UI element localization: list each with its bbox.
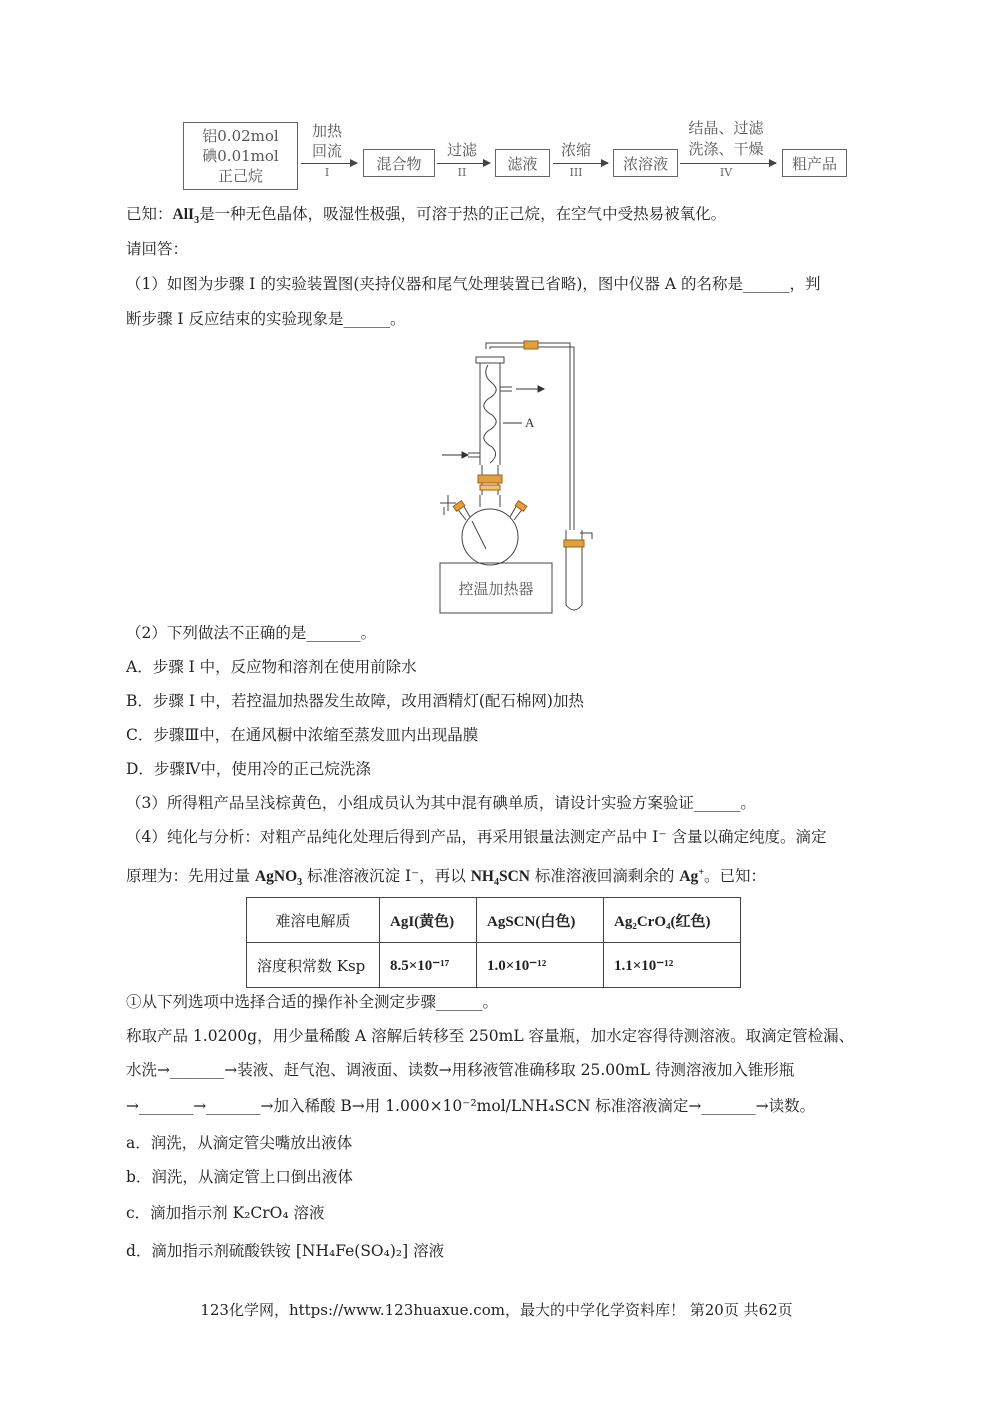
choice-c: c．滴加指示剂 K₂CrO₄ 溶液 bbox=[126, 1204, 325, 1222]
q4-agno3-sub: 3 bbox=[297, 877, 303, 889]
sub1-line1: ①从下列选项中选择合适的操作补全测定步骤______。 bbox=[126, 993, 499, 1011]
step4-label bbox=[680, 118, 772, 160]
step4-num: IV bbox=[719, 166, 733, 179]
arrow-step3 bbox=[553, 163, 608, 164]
ksp-value-ag2cro4: 1.1×10⁻¹² bbox=[604, 943, 741, 988]
reactant-al: 铝0.02mol bbox=[202, 127, 279, 145]
q1-line1: （1）如图为步骤 I 的实验装置图(夹持仪器和尾气处理装置已省略)，图中仪器 A 的名称是______，判 bbox=[126, 275, 821, 293]
known-text: 是一种无色晶体，吸湿性极强，可溶于热的正己烷，在空气中受热易被氧化。 bbox=[199, 205, 727, 223]
reactants-box bbox=[183, 122, 298, 190]
q4-ag-text: Ag bbox=[679, 868, 699, 886]
ksp-header-2: AgSCN(白色) bbox=[477, 898, 604, 943]
arrow-step2 bbox=[437, 163, 490, 164]
known-formula-sub: 3 bbox=[194, 215, 200, 227]
page-footer: 123化学网，https://www.123huaxue.com，最大的中学化学资料库！ 第20页 共62页 bbox=[200, 1301, 793, 1319]
ksp-value-agscn: 1.0×10⁻¹² bbox=[477, 943, 604, 988]
known-formula bbox=[172, 206, 200, 227]
choice-b: b．润洗，从滴定管上口倒出液体 bbox=[126, 1168, 353, 1186]
ksp-row-label: 溶度积常数 Ksp bbox=[247, 943, 380, 988]
q4-nh4-sub: 4 bbox=[493, 877, 499, 889]
q2-option-d: D．步骤Ⅳ中，使用冷的正己烷洗涤 bbox=[126, 760, 371, 778]
heater-label: 控温加热器 bbox=[458, 580, 534, 598]
ksp-value-row bbox=[247, 943, 741, 988]
apparatus-label-a: A bbox=[525, 415, 535, 430]
q1-line2: 断步骤 I 反应结束的实验现象是______。 bbox=[126, 310, 406, 328]
q4-agno3-text: AgNO bbox=[254, 868, 298, 886]
step2-num: II bbox=[457, 166, 467, 179]
mixture-box: 混合物 bbox=[363, 149, 435, 177]
step3-num: III bbox=[569, 166, 583, 179]
known-prefix: 已知： bbox=[126, 205, 173, 223]
q2-option-c: C．步骤Ⅲ中，在通风橱中浓缩至蒸发皿内出现晶膜 bbox=[126, 726, 479, 744]
sub1-line3: 水洗→_______→装液、赶气泡、调液面、读数→用移液管准确移取 25.00mL 待测溶液加入锥形瓶 bbox=[126, 1061, 795, 1079]
ksp-header-3: Ag₂CrO₄(红色) bbox=[604, 898, 741, 943]
reactant-i: 碘0.01mol bbox=[202, 147, 279, 165]
q4-nh4-text: NH bbox=[470, 868, 494, 886]
q4-line2-a: 原理为：先用过量 bbox=[126, 867, 255, 886]
q4-ag-sup: + bbox=[698, 867, 705, 878]
concentrate-box: 浓溶液 bbox=[613, 149, 678, 177]
filtrate-box: 滤液 bbox=[495, 149, 550, 177]
q4-scn-text: SCN bbox=[498, 868, 530, 886]
step2-label: 过滤 bbox=[446, 141, 477, 159]
q4-nh4scn bbox=[470, 868, 530, 889]
known-formula-text: AlI bbox=[172, 206, 195, 223]
sub1-line2: 称取产品 1.0200g，用少量稀酸 A 溶解后转移至 250mL 容量瓶，加水定容得待测溶液。取滴定管检漏、 bbox=[126, 1027, 855, 1045]
q4-line2 bbox=[126, 862, 766, 894]
crude-product-box: 粗产品 bbox=[782, 149, 847, 177]
known-line bbox=[126, 203, 726, 232]
q4-agno3 bbox=[254, 868, 303, 889]
step4-label-line2: 洗涤、干燥 bbox=[688, 140, 764, 158]
ksp-table bbox=[246, 897, 741, 988]
ksp-header-0: 难溶电解质 bbox=[247, 898, 380, 943]
q2-option-a: A．步骤 I 中，反应物和溶剂在使用前除水 bbox=[126, 658, 417, 676]
step1-label bbox=[302, 121, 352, 161]
q2-option-b: B．步骤 I 中，若控温加热器发生故障，改用酒精灯(配石棉网)加热 bbox=[126, 692, 584, 710]
step3-label: 浓缩 bbox=[560, 141, 591, 159]
ksp-header-1: AgI(黄色) bbox=[380, 898, 477, 943]
prompt-line: 请回答： bbox=[126, 240, 189, 258]
q4-line2-d: 。已知： bbox=[704, 867, 767, 886]
arrow-step1 bbox=[301, 163, 357, 164]
q4-ag bbox=[679, 868, 704, 885]
choice-a: a．润洗，从滴定管尖嘴放出液体 bbox=[126, 1134, 353, 1152]
q4-line1: （4）纯化与分析：对粗产品纯化处理后得到产品，再采用银量法测定产品中 I⁻ 含量以确定纯度。滴定 bbox=[126, 828, 827, 846]
q2-stem: （2）下列做法不正确的是_______。 bbox=[126, 624, 377, 642]
sub1-line4: →_______→_______→加入稀酸 B→用 1.000×10⁻²mol/LNH₄SCN 标准溶液滴定→_______→读数。 bbox=[126, 1097, 816, 1115]
step1-label-line2: 回流 bbox=[311, 142, 342, 160]
q4-line2-b: 标准溶液沉淀 I⁻，再以 bbox=[302, 867, 471, 886]
step1-num: I bbox=[324, 166, 330, 179]
arrow-step4 bbox=[680, 163, 776, 164]
step1-label-line1: 加热 bbox=[311, 122, 342, 140]
choice-d: d．滴加指示剂硫酸铁铵 [NH₄Fe(SO₄)₂] 溶液 bbox=[126, 1242, 445, 1260]
reactant-solvent: 正己烷 bbox=[217, 167, 263, 185]
q3-line: （3）所得粗产品呈浅棕黄色，小组成员认为其中混有碘单质，请设计实验方案验证______。 bbox=[126, 794, 756, 812]
step4-label-line1: 结晶、过滤 bbox=[688, 119, 764, 137]
ksp-header-row bbox=[247, 898, 741, 943]
ksp-value-agi: 8.5×10⁻¹⁷ bbox=[380, 943, 477, 988]
q4-line2-c: 标准溶液回滴剩余的 bbox=[530, 867, 680, 886]
apparatus-diagram bbox=[420, 335, 610, 615]
